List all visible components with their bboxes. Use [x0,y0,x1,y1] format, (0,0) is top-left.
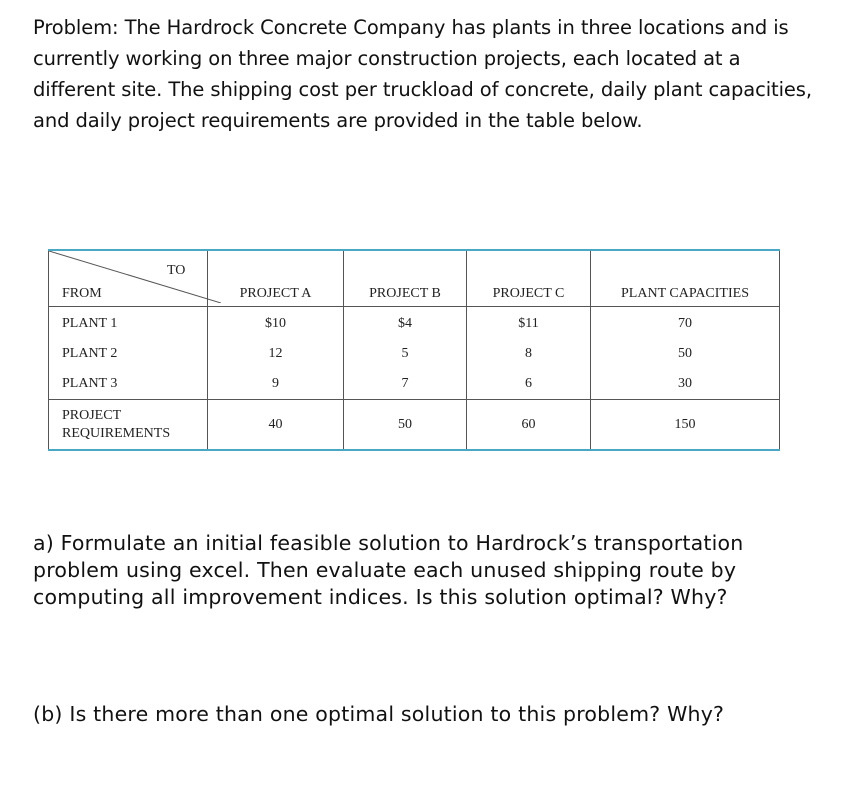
question-a-line: a) Formulate an initial feasible solution to Hardrock’s transportation [33,531,744,555]
question-a-line: problem using excel. Then evaluate each unused shipping route by [33,558,737,582]
table-header-row [49,250,780,307]
problem-line: and daily project requirements are provided in the table below. [33,109,643,132]
question-b-line: (b) Is there more than one optimal solution to this problem? Why? [33,702,725,726]
header-project-b: PROJECT B [344,250,467,307]
table-cell: 70 [591,307,780,340]
corner-from-label: FROM [62,286,102,301]
problem-line: currently working on three major construction projects, each located at a [33,47,741,70]
requirement-cell: 150 [591,400,780,451]
row-label: PLANT 2 [49,339,208,369]
requirements-label-line: REQUIREMENTS [62,425,171,441]
header-project-c: PROJECT C [467,250,591,307]
corner-to-label: TO [167,263,186,278]
header-plant-capacities: PLANT CAPACITIES [591,250,780,307]
table-cell: 5 [344,339,467,369]
requirements-label-line: PROJECT [62,407,122,423]
question-a [33,530,743,611]
table-cell: 50 [591,339,780,369]
table-row [49,307,780,340]
table-row [49,339,780,369]
table-cell: $4 [344,307,467,340]
requirement-cell: 40 [208,400,344,451]
header-project-a: PROJECT A [208,250,344,307]
table-cell: $11 [467,307,591,340]
question-a-line: computing all improvement indices. Is this solution optimal? Why? [33,585,728,609]
table-cell: 7 [344,369,467,400]
table-cell: 8 [467,339,591,369]
requirements-label [49,400,208,451]
table-cell: 9 [208,369,344,400]
problem-statement [33,12,823,136]
table-cell: 6 [467,369,591,400]
corner-cell [49,250,208,307]
requirements-row [49,400,780,451]
requirement-cell: 60 [467,400,591,451]
table-cell: 30 [591,369,780,400]
shipping-cost-table [48,249,780,451]
table-row [49,369,780,400]
problem-line: different site. The shipping cost per truckload of concrete, daily plant capacities, [33,78,812,101]
table-cell: $10 [208,307,344,340]
question-b [33,701,724,728]
problem-line: Problem: The Hardrock Concrete Company has plants in three locations and is [33,16,789,39]
row-label: PLANT 3 [49,369,208,400]
row-label: PLANT 1 [49,307,208,340]
requirement-cell: 50 [344,400,467,451]
table-cell: 12 [208,339,344,369]
